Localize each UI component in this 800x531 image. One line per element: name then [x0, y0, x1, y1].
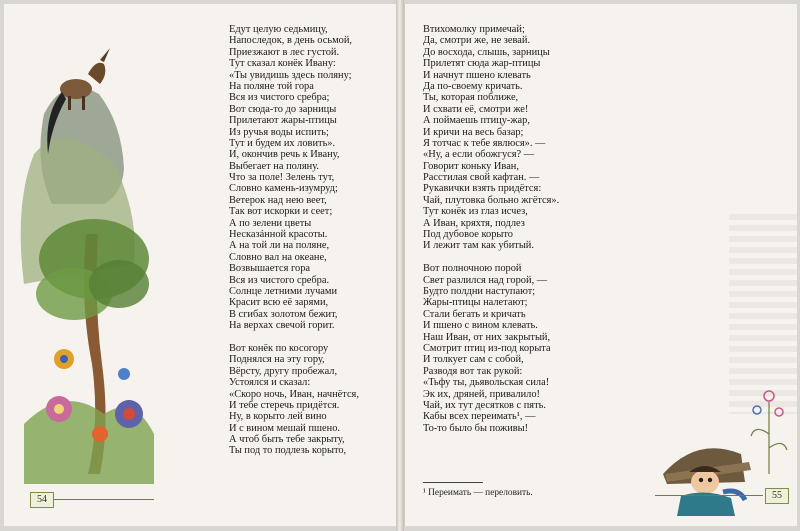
poem-line: Вот сюда-то до зарницы	[229, 103, 337, 115]
poem-line: Словно вал на океане,	[229, 251, 327, 263]
poem-line: Красит всю её зарями,	[229, 297, 329, 309]
poem-line: Тут конёк из глаз исчез,	[423, 206, 528, 218]
illustration-horse-on-hill	[4, 4, 164, 484]
poem-line: «Скоро ночь, Иван, начнётся,	[229, 388, 359, 400]
poem-line: Стали бегать и кричать	[423, 308, 526, 320]
poem-line: А Иван, кряхтя, подлез	[423, 217, 525, 229]
poem-line: Наш Иван, от них закрытый,	[423, 331, 551, 343]
poem-line: «Ну, а если обожгуся? —	[423, 149, 535, 161]
poem-line: А на той ли на поляне,	[229, 240, 330, 252]
poem-line: Приезжают в лес густой.	[229, 46, 340, 58]
poem-line: И начнут пшено клевать	[423, 69, 531, 81]
flower-icon	[92, 426, 108, 442]
poem-line: «Ты увидишь здесь поляну;	[229, 69, 352, 81]
poem-line: Вот конёк по косогору	[229, 342, 329, 354]
poem-line: А чтоб быть тебе закрыту,	[229, 434, 345, 446]
book-gutter	[396, 0, 404, 531]
poem-line: И тебе стеречь придётся.	[229, 399, 340, 411]
poem-line: Что за поле! Зелень тут,	[229, 172, 335, 184]
poem-line: Втихомолку примечай;	[423, 24, 525, 35]
poem-line: Ты под то подлезь корыто,	[229, 445, 347, 457]
poem-line: Словно камень-изумруд;	[229, 183, 338, 195]
poem-line: В сгибах золотом бежит,	[229, 308, 338, 320]
poem-line: Возвышается гора	[229, 263, 311, 275]
poem-line: Смотрит птиц из-под корыта	[423, 342, 551, 354]
poem-line	[229, 332, 359, 343]
poem-line: И с вином мешай пшено.	[229, 422, 340, 434]
poem-line: Поднялся на эту гору,	[229, 354, 325, 366]
right-page	[404, 4, 797, 526]
poem-line: И, окончив речь к Ивану,	[229, 149, 340, 161]
poem-line: Прилетают жары-птицы	[229, 115, 337, 127]
poem-line: Чай, плутовка больно жгётся».	[423, 194, 560, 206]
poem-line: Тут и будем их ловить».	[229, 137, 336, 149]
poem-line: Да, смотри же, не зевай.	[423, 35, 531, 47]
poem-line: Едут целую седьмицу,	[229, 24, 328, 35]
poem-line: Вот полночною порой	[423, 263, 522, 275]
footnote: ¹ Переимать — переловить.	[423, 488, 533, 498]
poem-line: Из ручья воды испить;	[229, 126, 329, 138]
page-ornament-line	[54, 499, 154, 500]
poem-line: До восхода, слышь, зарницы	[423, 46, 550, 58]
poem-line: Вся из чистого сребра.	[229, 274, 330, 286]
poem-line: Говорит коньку Иван,	[423, 160, 519, 172]
poem-line: А по зелени цветы	[229, 217, 312, 229]
poem-line: Свет разлился над горой, —	[423, 274, 548, 286]
poem-line: Жары-птицы налетают;	[423, 297, 528, 309]
poem-text-right	[423, 24, 559, 434]
poem-line: Ну, в корыто лей вино	[229, 411, 327, 423]
poem-line: «Тьфу ты, дьявольская сила!	[423, 377, 550, 389]
left-page	[4, 4, 397, 526]
poem-line: Солнце летними лучами	[229, 285, 338, 297]
poem-line: И схвати её, смотри же!	[423, 103, 529, 115]
poem-line: Несказáнной красоты.	[229, 229, 328, 241]
poem-line: Да по-своему кричать.	[423, 80, 523, 92]
poem-line: Так вот искорки и сеет;	[229, 206, 333, 218]
poem-line: Расстилая свой кафтан. —	[423, 172, 540, 184]
poem-line: Будто полдни наступают;	[423, 285, 536, 297]
poem-line: Эк их, дряней, привалило!	[423, 388, 541, 400]
poem-line: И лежит там как убитый.	[423, 240, 534, 252]
poem-line: На поляне той гора	[229, 80, 314, 92]
page-ornament-line	[655, 495, 763, 496]
poem-line: А поймаешь птицу-жар,	[423, 115, 530, 127]
poem-line: И кричи на весь базар;	[423, 126, 524, 138]
poem-line: Я тотчас к тебе явлюся». —	[423, 137, 546, 149]
footnote-rule	[423, 482, 483, 483]
poem-line: Ветерок над нею веет,	[229, 194, 327, 206]
poem-line: Устоялся и сказал:	[229, 377, 311, 389]
poem-line: Чай, их тут десятков с пять.	[423, 399, 546, 411]
poem-line: Тут сказал конёк Ивану:	[229, 58, 336, 70]
poem-line: Рукавички взять придётся:	[423, 183, 542, 195]
poem-line: Разводя вот так рукой:	[423, 365, 523, 377]
poem-line: Кабы всех переимать¹, —	[423, 411, 536, 423]
poem-line: На верхах свечой горит.	[229, 320, 335, 332]
page-number: 54	[30, 492, 54, 508]
poem-line: Под дубовое корыто	[423, 229, 513, 241]
poem-line	[423, 252, 559, 263]
poem-line: И толкует сам с собой,	[423, 354, 524, 366]
poem-line: Вёрсту, другу пробежал,	[229, 365, 338, 377]
page-number: 55	[765, 488, 789, 504]
poem-line: Ты, которая поближе,	[423, 92, 519, 104]
bleed-through-text	[729, 214, 797, 414]
poem-line: Вся из чистого сребра;	[229, 92, 330, 104]
ivan-under-trough-figure	[663, 448, 751, 516]
poem-line: Выбегает на поляну.	[229, 160, 319, 172]
poem-line: Прилетят сюда жар-птицы	[423, 58, 541, 70]
flower-icon	[118, 368, 130, 380]
poem-line: И пшено с вином клевать.	[423, 320, 538, 332]
poem-line: То-то было бы поживы!	[423, 422, 529, 434]
poem-line: Напоследок, в день осьмой,	[229, 35, 353, 47]
poem-text-left	[229, 24, 359, 457]
